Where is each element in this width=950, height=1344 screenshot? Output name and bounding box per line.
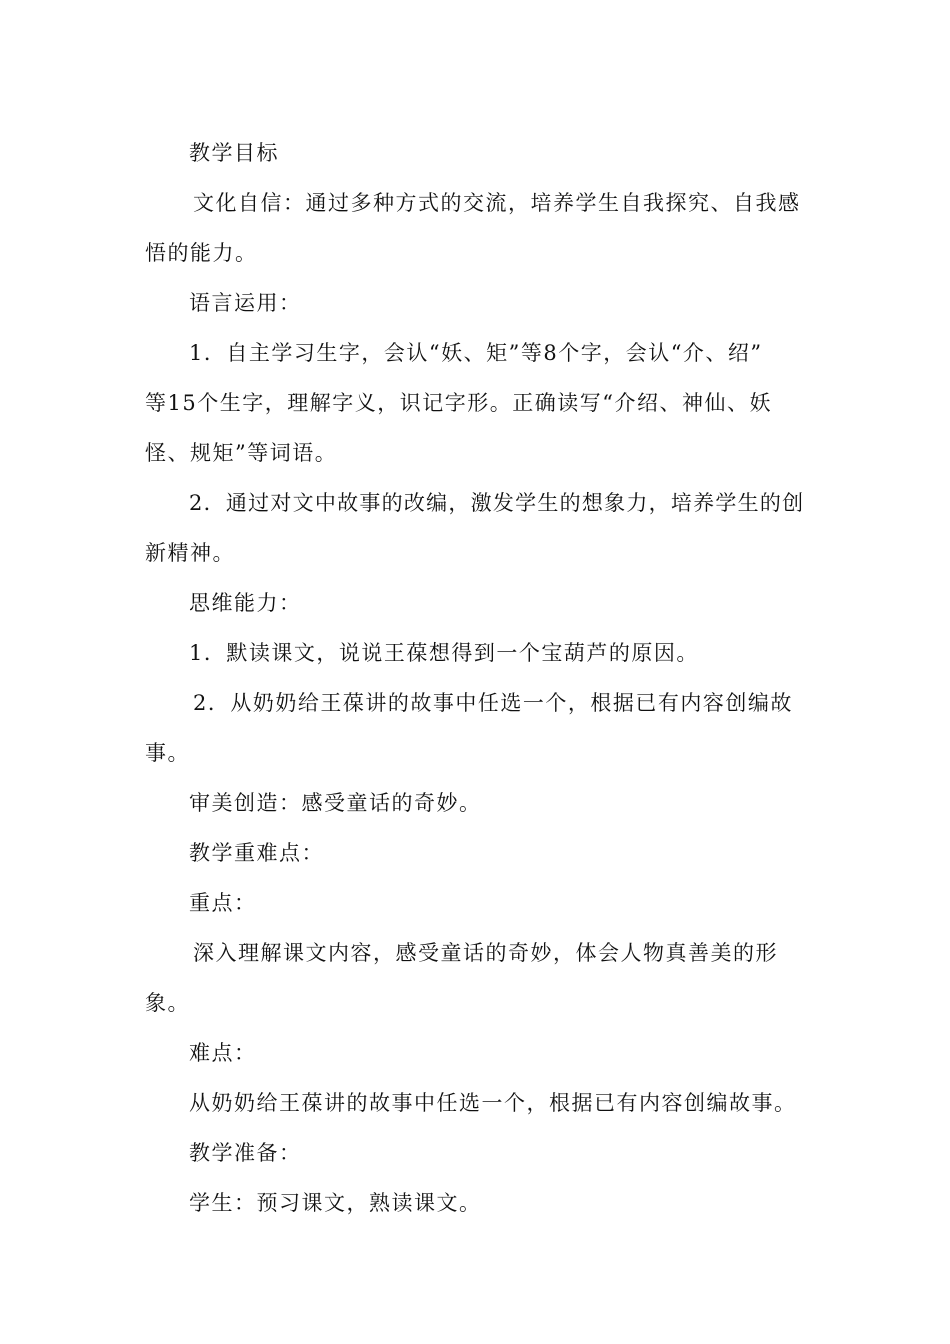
paragraph-cultural-confidence-cont: 悟的能力。 (145, 241, 258, 265)
list-item-language-2: 2．通过对文中故事的改编，激发学生的想象力，培养学生的创 (189, 491, 805, 515)
heading-teaching-goals: 教学目标 (189, 141, 279, 165)
list-item-thinking-2-cont: 事。 (145, 741, 190, 765)
paragraph-cultural-confidence: 文化自信：通过多种方式的交流，培养学生自我探究、自我感 (193, 191, 801, 215)
document-body (145, 128, 810, 1228)
list-item-language-1: 1．自主学习生字，会认“妖、矩”等8个字，会认“介、绍” (189, 341, 763, 365)
list-item-thinking-2: 2．从奶奶给王葆讲的故事中任选一个，根据已有内容创编故 (193, 691, 793, 715)
heading-key-point: 重点： (189, 891, 257, 915)
paragraph-difficult-point: 从奶奶给王葆讲的故事中任选一个，根据已有内容创编故事。 (189, 1091, 797, 1115)
heading-thinking-ability: 思维能力： (189, 591, 302, 615)
paragraph-student-preparation: 学生：预习课文，熟读课文。 (189, 1191, 482, 1215)
heading-difficult-point: 难点： (189, 1041, 257, 1065)
list-item-thinking-1: 1．默读课文，说说王葆想得到一个宝葫芦的原因。 (189, 641, 699, 665)
list-item-language-2-cont: 新精神。 (145, 541, 235, 565)
heading-key-difficult-points: 教学重难点： (189, 841, 324, 865)
paragraph-key-point-cont: 象。 (145, 991, 190, 1015)
paragraph-aesthetic-creation: 审美创造：感受童话的奇妙。 (189, 791, 482, 815)
list-item-language-1-cont: 等15个生字，理解字义，识记字形。正确读写“介绍、神仙、妖 (145, 391, 772, 415)
list-item-language-1-end: 怪、规矩”等词语。 (145, 441, 338, 465)
paragraph-key-point: 深入理解课文内容，感受童话的奇妙，体会人物真善美的形 (193, 941, 778, 965)
heading-teaching-preparation: 教学准备： (189, 1141, 302, 1165)
heading-language-use: 语言运用： (189, 291, 302, 315)
